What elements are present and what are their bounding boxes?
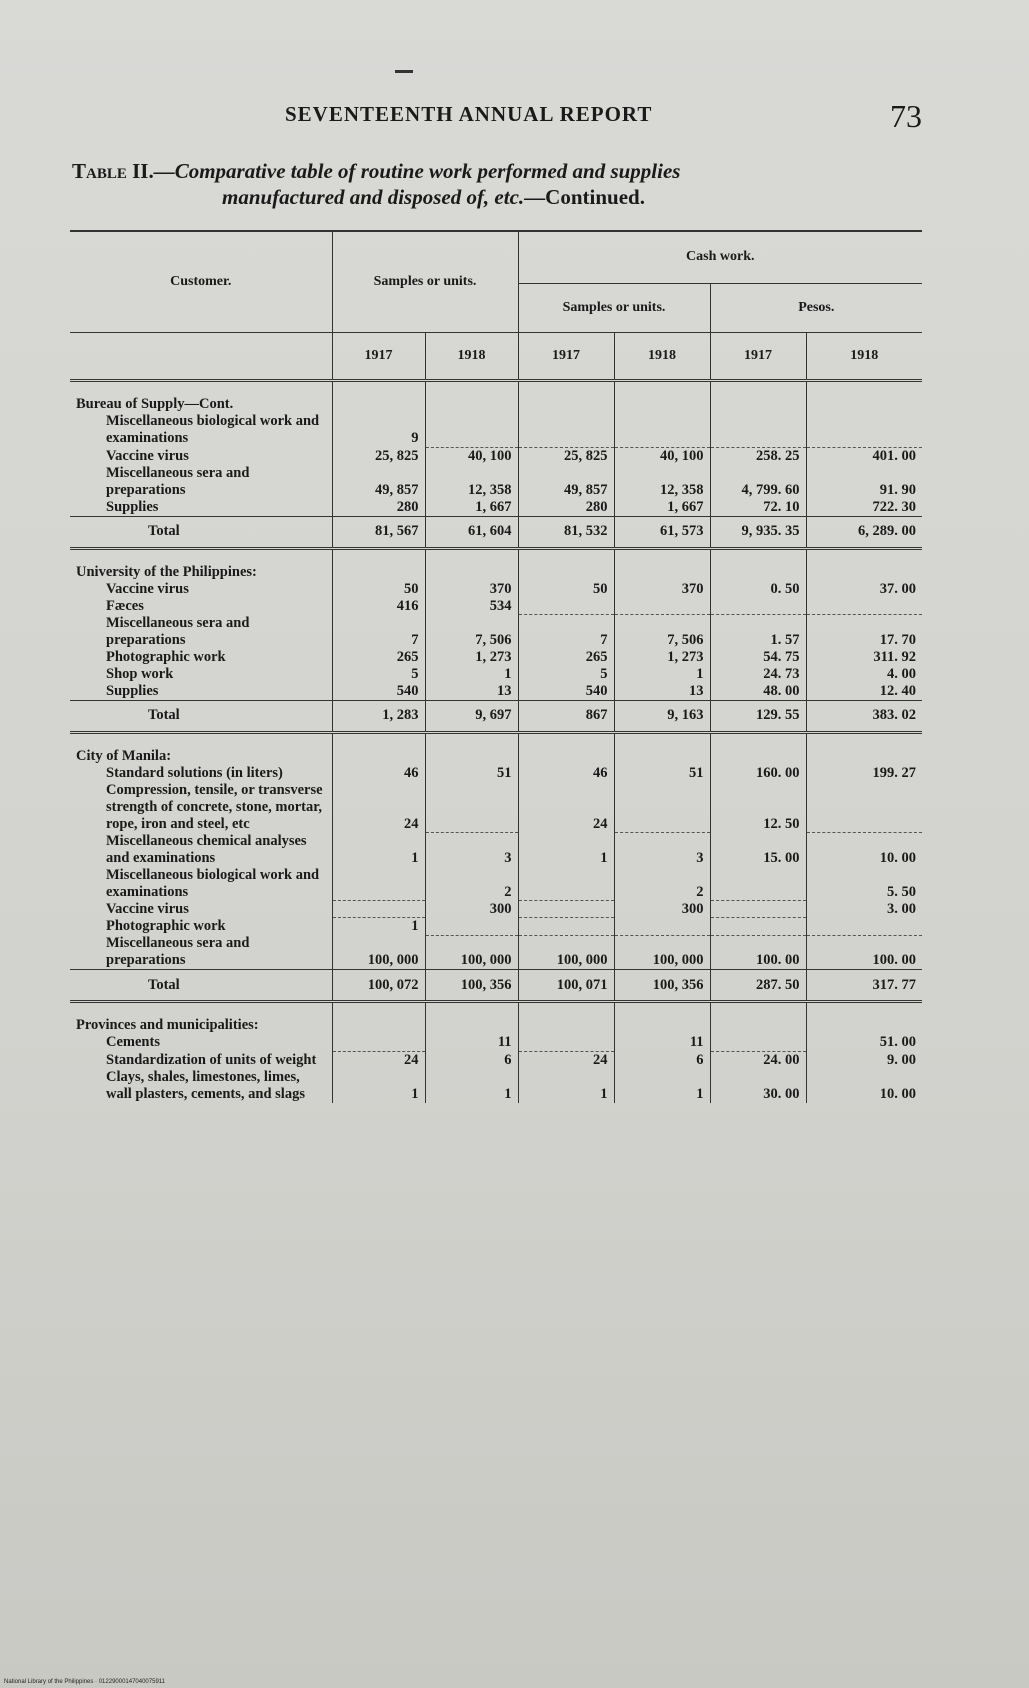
value-cell: 12, 358 [425,465,518,499]
row-label [70,581,332,598]
section-row [70,381,922,414]
pesos-header: Pesos. [710,283,922,333]
total-value: 6, 289. 00 [806,516,922,548]
cash-samples-units-header: Samples or units. [518,283,710,333]
value-cell: 7 [332,615,425,649]
value-cell: 258. 25 [710,447,806,465]
row-label [70,683,332,701]
table-row [70,499,922,517]
value-cell: 51. 00 [806,1034,922,1051]
table-row [70,867,922,901]
total-value: 100, 072 [332,970,425,1002]
value-cell [425,782,518,833]
total-value: 81, 567 [332,516,425,548]
row-label-text: Clays, shales, limestones, limes, wall plasters, cements, and slags [106,1068,305,1102]
row-label [70,782,332,833]
table-row [70,901,922,918]
row-label [70,465,332,499]
row-label [70,649,332,666]
empty-cell [614,548,710,581]
row-label-text: Shop work [106,665,174,682]
row-label [70,447,332,465]
value-cell: 1, 667 [614,499,710,517]
value-cell: 24 [518,782,614,833]
value-cell: 370 [425,581,518,598]
value-cell [518,1034,614,1051]
value-cell [425,918,518,936]
value-cell: 24. 00 [710,1051,806,1069]
value-cell: 311. 92 [806,649,922,666]
value-cell: 1, 273 [614,649,710,666]
row-label [70,833,332,867]
value-cell: 1 [425,1069,518,1103]
value-cell: 540 [332,683,425,701]
value-cell: 1 [332,918,425,936]
value-cell: 160. 00 [710,765,806,782]
value-cell: 1 [518,833,614,867]
row-label-text: Vaccine virus [106,580,189,597]
empty-cell [425,732,518,765]
value-cell: 100, 000 [518,935,614,970]
table-row [70,581,922,598]
value-cell: 2 [614,867,710,901]
value-cell: 3. 00 [806,901,922,918]
row-label [70,615,332,649]
value-cell: 100, 000 [614,935,710,970]
section-title: Provinces and municipalities: [76,1017,259,1033]
table-row [70,935,922,970]
value-cell: 24. 73 [710,666,806,683]
total-value: 287. 50 [710,970,806,1002]
row-label-text: Supplies [106,682,159,699]
value-cell [518,598,614,615]
section-row [70,1002,922,1035]
caption-continued: —Continued. [524,185,645,209]
value-cell: 1, 667 [425,499,518,517]
value-cell [332,1034,425,1051]
empty-cell [614,732,710,765]
value-cell: 24 [332,782,425,833]
empty-cell [332,732,425,765]
value-cell: 280 [332,499,425,517]
value-cell: 37. 00 [806,581,922,598]
row-label [70,867,332,901]
table-row [70,918,922,936]
value-cell: 13 [614,683,710,701]
value-cell: 10. 00 [806,1069,922,1103]
total-value: 129. 55 [710,700,806,732]
cash-work-header: Cash work. [518,231,922,283]
value-cell [614,782,710,833]
row-label [70,765,332,782]
table-row [70,683,922,701]
value-cell: 5. 50 [806,867,922,901]
value-cell: 100. 00 [710,935,806,970]
table-row [70,465,922,499]
value-cell: 48. 00 [710,683,806,701]
year-header: 1918 [806,333,922,381]
value-cell: 100. 00 [806,935,922,970]
value-cell: 300 [614,901,710,918]
value-cell: 1 [518,1069,614,1103]
value-cell [332,867,425,901]
report-title: SEVENTEENTH ANNUAL REPORT [285,102,653,126]
row-label-text: Compression, tensile, or transverse strength of concrete, stone, mortar, rope, iron and steel, etc [106,781,323,832]
row-label [70,499,332,517]
row-label-text: Miscellaneous biological work and examinations [106,866,320,900]
row-label [70,1051,332,1069]
row-label [70,935,332,970]
value-cell: 1 [614,666,710,683]
value-cell [806,782,922,833]
value-cell: 370 [614,581,710,598]
row-label [70,413,332,447]
total-value: 81, 532 [518,516,614,548]
value-cell [710,918,806,936]
value-cell: 51 [425,765,518,782]
empty-cell [332,548,425,581]
empty-cell [332,1002,425,1035]
value-cell: 40, 100 [425,447,518,465]
empty-cell [518,732,614,765]
value-cell: 9 [332,413,425,447]
table-row [70,833,922,867]
value-cell: 50 [332,581,425,598]
row-label [70,1034,332,1051]
empty-cell [710,1002,806,1035]
year-spacer [70,333,332,381]
value-cell: 40, 100 [614,447,710,465]
total-row [70,970,922,1002]
value-cell: 50 [518,581,614,598]
row-label-text: Standard solutions (in liters) [106,764,283,781]
value-cell [518,867,614,901]
empty-cell [518,381,614,414]
empty-cell [518,548,614,581]
value-cell: 24 [518,1051,614,1069]
samples-units-header: Samples or units. [332,231,518,333]
value-cell [614,413,710,447]
empty-cell [710,548,806,581]
value-cell: 46 [332,765,425,782]
empty-cell [518,1002,614,1035]
table-body [70,381,922,1103]
value-cell: 9. 00 [806,1051,922,1069]
table-row [70,598,922,615]
row-label-text: Vaccine virus [106,900,189,917]
empty-cell [710,381,806,414]
value-cell: 1, 273 [425,649,518,666]
empty-cell [614,1002,710,1035]
value-cell: 30. 00 [710,1069,806,1103]
value-cell: 300 [425,901,518,918]
value-cell [710,901,806,918]
value-cell [332,901,425,918]
value-cell: 416 [332,598,425,615]
footer-credit: National Library of the Philippines · 01229000147040075911 [4,1679,166,1685]
value-cell [614,598,710,615]
value-cell: 25, 825 [518,447,614,465]
value-cell [710,413,806,447]
table-row [70,782,922,833]
table-row [70,1069,922,1103]
value-cell [518,901,614,918]
empty-cell [806,732,922,765]
value-cell: 46 [518,765,614,782]
total-value: 100, 356 [425,970,518,1002]
value-cell: 100, 000 [332,935,425,970]
table-row [70,666,922,683]
total-label: Total [148,976,180,993]
row-label [70,598,332,615]
value-cell: 1 [425,666,518,683]
value-cell: 15. 00 [710,833,806,867]
table-row [70,615,922,649]
value-cell: 265 [332,649,425,666]
table-row [70,649,922,666]
table-row [70,413,922,447]
value-cell: 1 [332,1069,425,1103]
value-cell: 91. 90 [806,465,922,499]
value-cell [710,1034,806,1051]
value-cell: 5 [518,666,614,683]
value-cell [710,598,806,615]
value-cell: 49, 857 [518,465,614,499]
total-value: 383. 02 [806,700,922,732]
row-label [70,918,332,936]
row-label-text: Supplies [106,498,159,515]
value-cell: 10. 00 [806,833,922,867]
table-caption [72,158,932,210]
total-value: 61, 573 [614,516,710,548]
total-value: 9, 163 [614,700,710,732]
row-label-text: Miscellaneous sera and preparations [106,464,250,498]
total-value: 867 [518,700,614,732]
section-title: University of the Philippines: [76,563,257,580]
empty-cell [425,381,518,414]
empty-cell [710,732,806,765]
value-cell: 0. 50 [710,581,806,598]
value-cell: 11 [425,1034,518,1051]
value-cell: 7, 506 [425,615,518,649]
total-value: 9, 935. 35 [710,516,806,548]
value-cell: 7 [518,615,614,649]
empty-cell [806,1002,922,1035]
empty-cell [332,381,425,414]
total-value: 100, 356 [614,970,710,1002]
empty-cell [425,1002,518,1035]
value-cell [518,918,614,936]
value-cell: 3 [425,833,518,867]
top-dash [395,70,413,73]
year-header: 1917 [710,333,806,381]
row-label-text: Miscellaneous biological work and examinations [106,413,320,446]
caption-text-1: —Comparative table of routine work performed and supplies [153,159,681,183]
value-cell: 280 [518,499,614,517]
value-cell [806,413,922,447]
table-row [70,765,922,782]
value-cell [806,918,922,936]
table-row [70,1034,922,1051]
value-cell: 265 [518,649,614,666]
value-cell: 6 [425,1051,518,1069]
value-cell: 4, 799. 60 [710,465,806,499]
total-value: 61, 604 [425,516,518,548]
row-label-text: Fæces [106,597,144,614]
value-cell: 13 [425,683,518,701]
customer-header: Customer. [70,231,332,333]
total-row [70,516,922,548]
year-header: 1918 [614,333,710,381]
value-cell [425,413,518,447]
total-value: 317. 77 [806,970,922,1002]
value-cell: 540 [518,683,614,701]
comparative-table [70,230,922,1103]
row-label-text: Miscellaneous sera and preparations [106,614,250,648]
value-cell: 199. 27 [806,765,922,782]
value-cell: 3 [614,833,710,867]
row-label [70,1069,332,1103]
value-cell: 1. 57 [710,615,806,649]
value-cell: 12. 50 [710,782,806,833]
value-cell: 534 [425,598,518,615]
page-header [0,98,1029,138]
page-number: 73 [890,98,922,134]
table-label: Table II. [72,159,154,183]
value-cell: 401. 00 [806,447,922,465]
caption-text-2: manufactured and disposed of, etc. [222,185,525,209]
total-value: 1, 283 [332,700,425,732]
value-cell: 49, 857 [332,465,425,499]
value-cell: 72. 10 [710,499,806,517]
value-cell [710,867,806,901]
value-cell: 24 [332,1051,425,1069]
value-cell: 5 [332,666,425,683]
row-label [70,901,332,918]
row-label-text: Miscellaneous chemical analyses and examinations [106,832,307,866]
value-cell: 25, 825 [332,447,425,465]
value-cell: 17. 70 [806,615,922,649]
value-cell: 51 [614,765,710,782]
total-label: Total [148,707,180,723]
empty-cell [806,548,922,581]
total-value: 9, 697 [425,700,518,732]
value-cell: 54. 75 [710,649,806,666]
value-cell: 12, 358 [614,465,710,499]
value-cell: 11 [614,1034,710,1051]
value-cell: 1 [614,1069,710,1103]
total-value: 100, 071 [518,970,614,1002]
total-row [70,700,922,732]
value-cell [518,413,614,447]
value-cell: 7, 506 [614,615,710,649]
section-row [70,732,922,765]
value-cell: 12. 40 [806,683,922,701]
value-cell: 100, 000 [425,935,518,970]
row-label-text: Photographic work [106,918,226,934]
row-label-text: Vaccine virus [106,447,189,464]
row-label-text: Miscellaneous sera and preparations [106,935,250,968]
value-cell: 2 [425,867,518,901]
total-label: Total [148,523,180,539]
value-cell [806,598,922,615]
section-title: City of Manila: [76,747,172,764]
table-row [70,1051,922,1069]
section-row [70,548,922,581]
year-header: 1917 [518,333,614,381]
row-label-text: Cements [106,1034,160,1050]
value-cell: 722. 30 [806,499,922,517]
year-header: 1917 [332,333,425,381]
empty-cell [614,381,710,414]
empty-cell [425,548,518,581]
value-cell [614,918,710,936]
row-label-text: Photographic work [106,648,226,665]
section-title: Bureau of Supply—Cont. [76,396,234,412]
year-header: 1918 [425,333,518,381]
table-row [70,447,922,465]
empty-cell [806,381,922,414]
value-cell: 4. 00 [806,666,922,683]
row-label-text: Standardization of units of weight [106,1051,317,1068]
row-label [70,666,332,683]
value-cell: 6 [614,1051,710,1069]
value-cell: 1 [332,833,425,867]
